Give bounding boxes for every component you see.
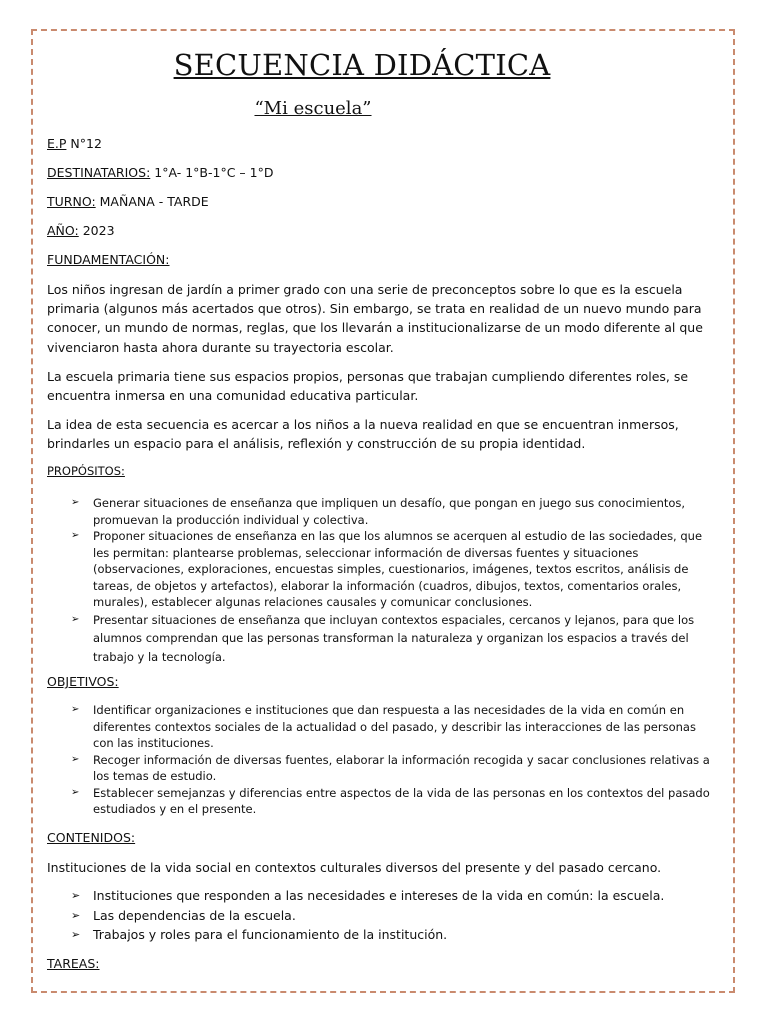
fundamentacion-paragraph: La escuela primaria tiene sus espacios propios, personas que trabajan cumpliendo diferentes roles, se encuentra inmersa en una comunidad educativa particular. bbox=[47, 369, 689, 404]
field-value: N°12 bbox=[66, 136, 102, 151]
list-item-text: Presentar situaciones de enseñanza que incluyan contextos espaciales, cercanos y lejanos, para que los alumnos comprendan que las personas transforman la naturaleza y organizan los espacios a través del trabajo y la tecnología. bbox=[93, 612, 695, 664]
list-item-text: Instituciones que responden a las necesidades e intereses de la vida en común: la escuela. bbox=[93, 888, 665, 903]
arrow-bullet-icon: ➢ bbox=[71, 497, 80, 508]
list-item bbox=[71, 528, 711, 611]
fundamentacion-heading: FUNDAMENTACIÓN: bbox=[47, 252, 170, 267]
field-destinatarios bbox=[47, 165, 273, 180]
arrow-bullet-icon: ➢ bbox=[71, 530, 80, 541]
arrow-bullet-icon: ➢ bbox=[71, 613, 80, 625]
contenidos-heading: CONTENIDOS: bbox=[47, 830, 136, 845]
list-item-text: Identificar organizaciones e instituciones que dan respuesta a las necesidades de la vida en común en diferentes contextos sociales de la actualidad o del pasado, y describir las interacciones de las personas con las instituciones. bbox=[93, 703, 696, 750]
field-label: TURNO: bbox=[47, 194, 96, 209]
list-item-text: Establecer semejanzas y diferencias entre aspectos de la vida de las personas en los contextos del pasado estudiados y en el presente. bbox=[93, 785, 710, 816]
field-value: 2023 bbox=[78, 223, 115, 238]
document-page bbox=[31, 29, 735, 993]
document-subtitle: “Mi escuela” bbox=[254, 98, 372, 119]
field-value: 1°A- 1°B-1°C – 1°D bbox=[150, 165, 274, 180]
tareas-heading: TAREAS: bbox=[47, 956, 100, 971]
list-item bbox=[71, 752, 711, 785]
propositos-list bbox=[71, 495, 711, 666]
list-item bbox=[71, 906, 711, 926]
fundamentacion-paragraph: Los niños ingresan de jardín a primer grado con una serie de preconceptos sobre lo que es la escuela primaria (algunos más acertados que otros). Sin embargo, se trata en realidad de un nuevo mundo para conocer, un mundo de normas, reglas, que los llevarán a institucionalizarse de un modo diferente al que vivenciaron hasta ahora durante su trayectoria escolar. bbox=[47, 282, 703, 355]
list-item bbox=[71, 925, 711, 945]
list-item bbox=[71, 702, 711, 752]
list-item-text: Trabajos y roles para el funcionamiento de la institución. bbox=[93, 927, 448, 942]
arrow-bullet-icon: ➢ bbox=[71, 908, 81, 922]
document-title: SECUENCIA DIDÁCTICA bbox=[173, 48, 551, 82]
list-item bbox=[71, 886, 711, 906]
fundamentacion-paragraph: La idea de esta secuencia es acercar a los niños a la nueva realidad en que se encuentran inmersos, brindarles un espacio para el análisis, reflexión y construcción de su propia identidad. bbox=[47, 417, 679, 452]
contenidos-list bbox=[71, 886, 711, 945]
field-label: AÑO: bbox=[47, 223, 79, 238]
list-item bbox=[71, 785, 711, 818]
arrow-bullet-icon: ➢ bbox=[71, 928, 81, 941]
field-label: DESTINATARIOS: bbox=[47, 165, 151, 180]
objetivos-list bbox=[71, 702, 711, 818]
list-item-text: Generar situaciones de enseñanza que impliquen un desafío, que pongan en juego sus conocimientos, promuevan la producción individual y colectiva. bbox=[93, 496, 686, 527]
field-value: MAÑANA - TARDE bbox=[95, 194, 209, 209]
arrow-bullet-icon: ➢ bbox=[71, 753, 80, 765]
propositos-heading: PROPÓSITOS: bbox=[47, 464, 125, 478]
list-item-text: Recoger información de diversas fuentes, elaborar la información recogida y sacar conclusiones relativas a los temas de estudio. bbox=[93, 752, 710, 783]
list-item bbox=[71, 495, 711, 528]
field-turno bbox=[47, 194, 209, 209]
list-item-text: Proponer situaciones de enseñanza en las que los alumnos se acerquen al estudio de las sociedades, que les permitan: plantearse problemas, seleccionar información de diversas fuentes y situaciones (observaciones, exploraciones, encuestas simples, cuestionarios, imágenes, textos escritos, análisis de tareas, de objetos y artefactos), elaborar la información (cuadros, dibujos, textos, comentarios orales, murales), establecer algunas relaciones causales y comunicar conclusiones. bbox=[93, 529, 703, 609]
field-anio bbox=[47, 223, 115, 238]
field-label: E.P bbox=[47, 136, 67, 151]
arrow-bullet-icon: ➢ bbox=[71, 704, 80, 715]
objetivos-heading: OBJETIVOS: bbox=[47, 674, 119, 689]
list-item bbox=[71, 611, 711, 667]
arrow-bullet-icon: ➢ bbox=[71, 889, 81, 902]
list-item-text: Las dependencias de la escuela. bbox=[93, 907, 296, 923]
arrow-bullet-icon: ➢ bbox=[71, 786, 80, 798]
field-ep bbox=[47, 136, 102, 151]
contenidos-intro: Instituciones de la vida social en contextos culturales diversos del presente y del pasado cercano. bbox=[47, 860, 662, 875]
